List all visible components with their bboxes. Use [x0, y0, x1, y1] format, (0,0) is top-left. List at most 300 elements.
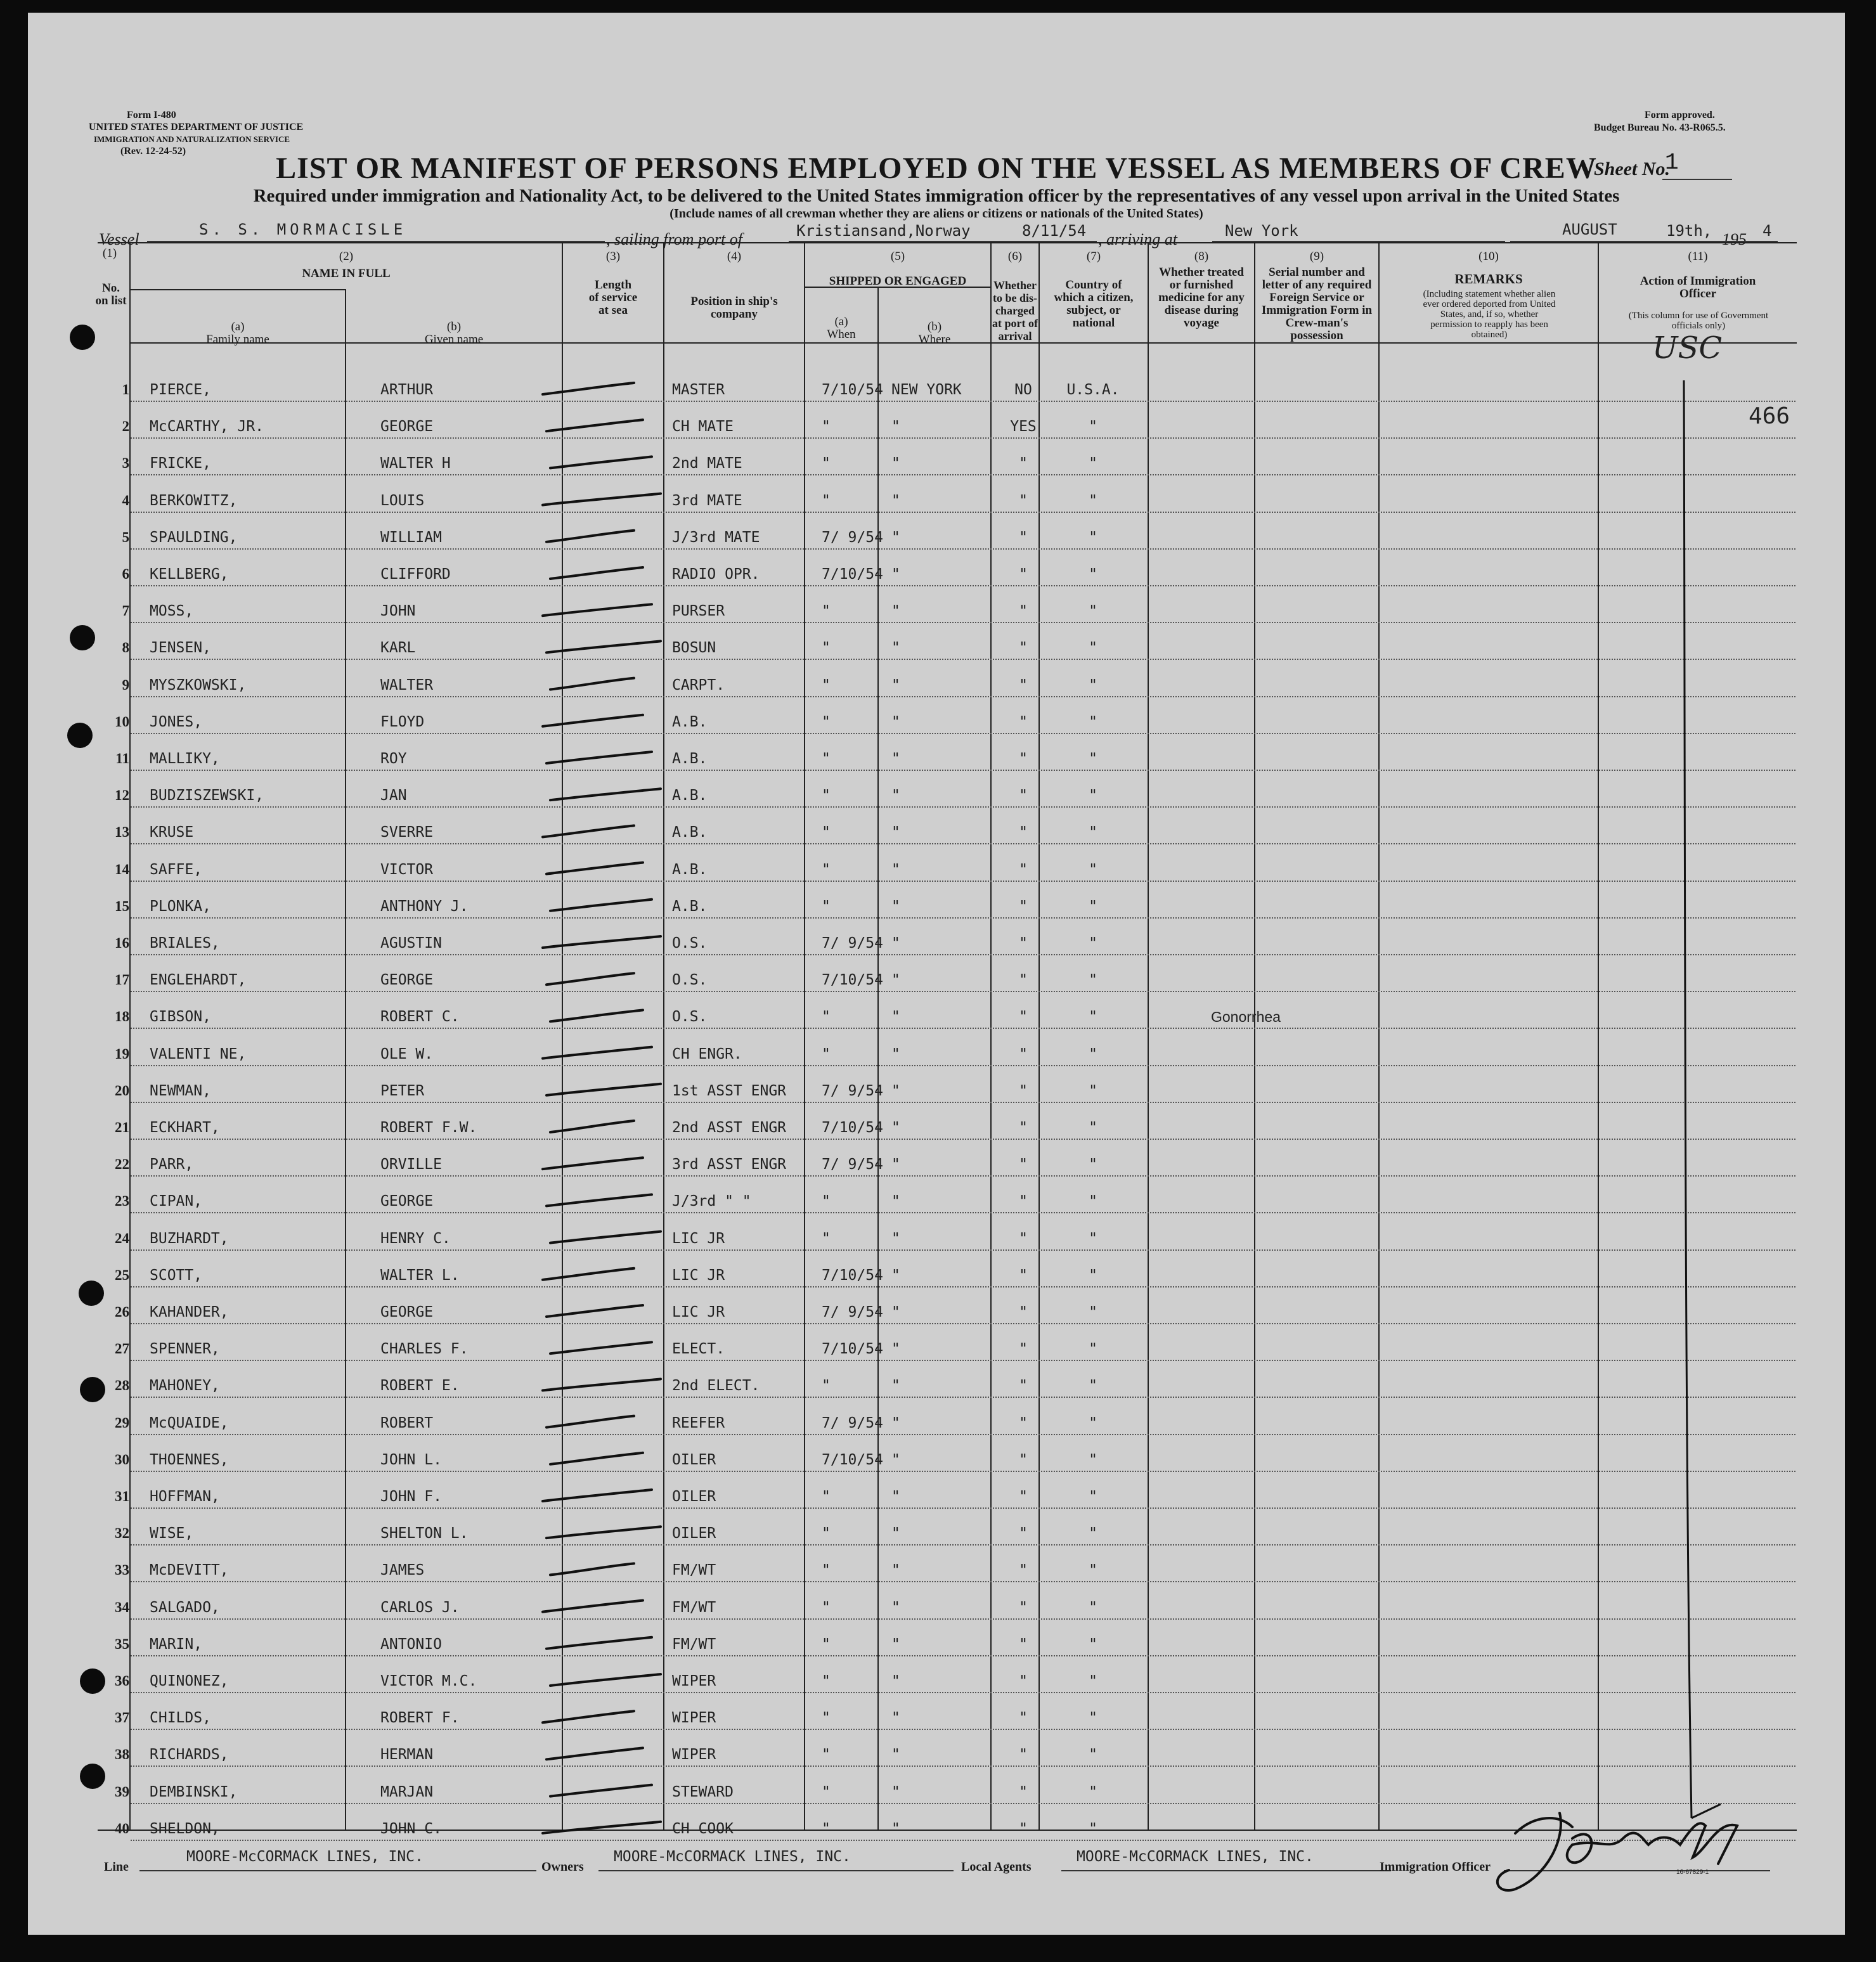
- cell-given: VICTOR: [380, 861, 434, 878]
- col-5b-header: Where: [918, 333, 951, 346]
- service-stroke: [550, 1121, 634, 1132]
- cell-given: FLOYD: [380, 713, 425, 730]
- cell-country: ": [1089, 751, 1097, 767]
- cell-discharged: ": [1019, 1820, 1028, 1837]
- cell-family: PLONKA,: [150, 898, 211, 915]
- cell-when: ": [822, 1045, 831, 1062]
- col-5a-header: When: [827, 328, 856, 341]
- cell-country: ": [1089, 787, 1097, 804]
- cell-given: WALTER L.: [380, 1267, 460, 1284]
- cell-discharged: ": [1019, 1193, 1028, 1210]
- service-stroke: [547, 531, 634, 542]
- row-number: 32: [115, 1525, 129, 1542]
- cell-when: ": [822, 1193, 831, 1210]
- cell-given: JOHN L.: [380, 1451, 442, 1468]
- requirement-statement: Required under immigration and Nationality Act, to be delivered to the United States immigration officer by the representatives of any vessel upon arrival in the United States: [253, 186, 1620, 206]
- service-stroke: [543, 1601, 643, 1612]
- arrival-year-prefix: 195: [1722, 230, 1747, 248]
- cell-when: ": [822, 455, 831, 472]
- cell-discharged: ": [1019, 1120, 1028, 1136]
- cell-discharged: ": [1019, 824, 1028, 841]
- bracket-line: [1684, 380, 1721, 1818]
- cell-family: MARIN,: [150, 1636, 203, 1653]
- service-stroke: [547, 1526, 661, 1538]
- cell-when: ": [822, 1820, 831, 1837]
- row-number: 20: [115, 1082, 129, 1099]
- cell-when: ": [822, 1378, 831, 1395]
- cell-position: 3rd ASST ENGR: [672, 1156, 787, 1173]
- cell-when: ": [822, 1599, 831, 1616]
- cell-discharged: ": [1019, 492, 1028, 509]
- row-number: 26: [115, 1304, 129, 1320]
- col-5-number: (5): [890, 250, 905, 263]
- cell-discharged: NO: [1014, 382, 1032, 398]
- cell-given: WALTER H: [380, 455, 451, 472]
- cell-when: ": [822, 1636, 831, 1653]
- cell-position: ELECT.: [672, 1341, 725, 1358]
- col-4-number: (4): [727, 250, 742, 263]
- cell-family: CHILDS,: [150, 1710, 211, 1727]
- cell-discharged: ": [1019, 1746, 1028, 1764]
- cell-given: JOHN C.: [380, 1820, 442, 1837]
- cell-where: ": [891, 640, 900, 657]
- cell-where: ": [891, 713, 900, 730]
- cell-when: 7/ 9/54: [822, 935, 883, 952]
- cell-discharged: ": [1019, 898, 1028, 915]
- cell-when: ": [822, 640, 831, 657]
- cell-discharged: ": [1019, 603, 1028, 620]
- cell-family: KAHANDER,: [150, 1304, 229, 1320]
- cell-when: ": [822, 1783, 831, 1800]
- cell-position: O.S.: [672, 972, 708, 989]
- col-2a-header: Family name: [206, 333, 269, 346]
- service-stroke: [550, 1563, 634, 1575]
- cell-when: ": [822, 751, 831, 767]
- cell-family: GIBSON,: [150, 1009, 211, 1026]
- cell-position: LIC JR: [672, 1230, 725, 1247]
- cell-discharged: ": [1019, 1378, 1028, 1395]
- col-3-number: (3): [605, 250, 621, 263]
- cell-discharged: ": [1019, 1304, 1028, 1320]
- cell-given: VICTOR M.C.: [380, 1673, 477, 1689]
- punch-hole: [79, 1281, 104, 1306]
- service-stroke: [547, 1416, 634, 1428]
- row-number: 22: [115, 1156, 129, 1173]
- cell-where: ": [891, 1045, 900, 1062]
- departure-date: 8/11/54: [1022, 222, 1087, 240]
- cell-position: J/3rd " ": [672, 1193, 751, 1210]
- cell-country: ": [1089, 1783, 1097, 1800]
- cell-discharged: ": [1019, 1673, 1028, 1689]
- cell-family: BRIALES,: [150, 935, 220, 952]
- cell-where: ": [891, 1267, 900, 1284]
- vessel-label: Vessel: [99, 230, 139, 248]
- col-7-number: (7): [1086, 250, 1101, 263]
- cell-given: JOHN F.: [380, 1488, 442, 1505]
- cell-position: 2nd ASST ENGR: [672, 1120, 787, 1136]
- row-number: 24: [115, 1230, 129, 1246]
- cell-country: ": [1089, 566, 1097, 583]
- cell-position: 2nd MATE: [672, 455, 742, 472]
- col-5-header: SHIPPED OR ENGAGED: [829, 274, 967, 288]
- cell-given: HERMAN: [380, 1746, 434, 1764]
- cell-country: ": [1089, 1488, 1097, 1505]
- cell-country: ": [1089, 455, 1097, 472]
- cell-country: ": [1089, 1820, 1097, 1837]
- arrival-port: New York: [1225, 222, 1298, 240]
- cell-discharged: ": [1019, 455, 1028, 472]
- cell-when: 7/ 9/54: [822, 529, 883, 546]
- service-stroke: [543, 825, 634, 837]
- service-stroke: [550, 678, 634, 690]
- cell-where: ": [891, 787, 900, 804]
- row-number: 2: [122, 418, 129, 435]
- cell-when: ": [822, 787, 831, 804]
- row-number: 35: [115, 1636, 129, 1652]
- cell-discharged: ": [1019, 1488, 1028, 1505]
- col-2-number: (2): [339, 250, 354, 263]
- cell-position: FM/WT: [672, 1636, 716, 1653]
- cell-country: ": [1089, 1451, 1097, 1468]
- row-number: 13: [115, 824, 129, 841]
- sheet-number: 1: [1665, 150, 1679, 176]
- service-length-strokes: [543, 383, 661, 1833]
- service-stroke: [543, 1379, 661, 1390]
- cell-family: RICHARDS,: [150, 1746, 229, 1764]
- cell-country: ": [1089, 603, 1097, 620]
- service-stroke: [543, 715, 643, 726]
- service-stroke: [547, 1084, 661, 1095]
- row-number: 9: [122, 676, 129, 693]
- row-number: 19: [115, 1045, 129, 1062]
- service-stroke: [543, 494, 661, 505]
- cell-country: ": [1089, 1599, 1097, 1616]
- cell-where: ": [891, 1525, 900, 1542]
- cell-country: ": [1089, 1304, 1097, 1320]
- cell-family: KRUSE: [150, 824, 194, 841]
- row-number: 14: [115, 861, 129, 877]
- service-stroke: [547, 973, 634, 984]
- cell-where: ": [891, 676, 900, 694]
- cell-country: ": [1089, 1710, 1097, 1727]
- row-number: 33: [115, 1562, 129, 1578]
- cell-when: ": [822, 1746, 831, 1764]
- cell-family: WISE,: [150, 1525, 194, 1542]
- cell-given: MARJAN: [380, 1783, 434, 1800]
- department-name: UNITED STATES DEPARTMENT OF JUSTICE: [89, 122, 304, 132]
- cell-discharged: ": [1019, 1009, 1028, 1026]
- col-7-header: Country of which a citizen, subject, or national: [1054, 278, 1134, 330]
- form-revision: (Rev. 12-24-52): [120, 146, 186, 157]
- cell-disease: Gonorrhea: [1211, 1009, 1281, 1026]
- cell-given: WALTER: [380, 676, 434, 694]
- row-number: 29: [115, 1414, 129, 1431]
- cell-given: WILLIAM: [380, 529, 442, 546]
- punch-hole: [70, 325, 95, 350]
- sheet-label: Sheet No.: [1594, 158, 1670, 179]
- cell-given: HENRY C.: [380, 1230, 451, 1247]
- row-number: 12: [115, 787, 129, 804]
- cell-given: AGUSTIN: [380, 935, 442, 952]
- row-number: 10: [115, 713, 129, 730]
- cell-given: ANTHONY J.: [380, 898, 469, 915]
- col-8-number: (8): [1194, 250, 1209, 263]
- col-3-header: Length of service at sea: [588, 278, 638, 317]
- cell-when: 7/10/54: [822, 382, 883, 398]
- cell-position: A.B.: [672, 861, 708, 878]
- cell-position: O.S.: [672, 1009, 708, 1026]
- service-stroke: [543, 1711, 634, 1722]
- owners-label: Owners: [541, 1860, 584, 1874]
- cell-where: ": [891, 1304, 900, 1320]
- cell-given: CHARLES F.: [380, 1341, 469, 1358]
- cell-country: ": [1089, 1193, 1097, 1210]
- line-label: Line: [104, 1860, 129, 1874]
- cell-where: ": [891, 1636, 900, 1653]
- cell-discharged: ": [1019, 1562, 1028, 1579]
- cell-family: JENSEN,: [150, 640, 211, 657]
- col-9-header: Serial number and letter of any required Foreign Service or Immigration Form in Crew-man's possession: [1261, 266, 1373, 342]
- cell-position: OILER: [672, 1488, 716, 1505]
- cell-where: ": [891, 566, 900, 583]
- cell-position: LIC JR: [672, 1304, 725, 1320]
- cell-country: ": [1089, 1045, 1097, 1062]
- row-number: 4: [122, 492, 129, 508]
- cell-country: ": [1089, 972, 1097, 989]
- row-number: 30: [115, 1451, 129, 1468]
- cell-family: McCARTHY, JR.: [150, 418, 264, 436]
- cell-where: ": [891, 1341, 900, 1358]
- cell-country: ": [1089, 1636, 1097, 1653]
- cell-given: ROBERT F.W.: [380, 1120, 477, 1136]
- form-approved-text: Form approved.: [1645, 110, 1715, 120]
- cell-given: ANTONIO: [380, 1636, 442, 1653]
- row-number: 40: [115, 1820, 129, 1836]
- cell-country: ": [1089, 713, 1097, 730]
- service-stroke: [550, 567, 643, 579]
- cell-family: SCOTT,: [150, 1267, 203, 1284]
- cell-where: ": [891, 1009, 900, 1026]
- cell-position: PURSER: [672, 603, 725, 620]
- col-2b-header: Given name: [424, 333, 484, 346]
- cell-given: JAN: [380, 787, 407, 804]
- cell-where: ": [891, 1710, 900, 1727]
- page-title: LIST OR MANIFEST OF PERSONS EMPLOYED ON THE VESSEL AS MEMBERS OF CREW: [276, 152, 1597, 185]
- punch-hole: [70, 625, 95, 650]
- cell-position: WIPER: [672, 1710, 716, 1727]
- agents-company: MOORE-McCORMACK LINES, INC.: [1077, 1849, 1314, 1865]
- cell-country: ": [1089, 1378, 1097, 1395]
- cell-where: NEW YORK: [891, 382, 962, 398]
- cell-family: FRICKE,: [150, 455, 211, 472]
- cell-position: OILER: [672, 1525, 716, 1542]
- cell-discharged: ": [1019, 1783, 1028, 1800]
- line-company: MOORE-McCORMACK LINES, INC.: [186, 1849, 424, 1865]
- cell-family: SALGADO,: [150, 1599, 220, 1616]
- cell-position: A.B.: [672, 713, 708, 730]
- cell-given: LOUIS: [380, 492, 425, 509]
- cell-family: MOSS,: [150, 603, 194, 620]
- cell-discharged: ": [1019, 713, 1028, 730]
- cell-position: 2nd ELECT.: [672, 1378, 760, 1395]
- cell-position: LIC JR: [672, 1267, 725, 1284]
- cell-family: HOFFMAN,: [150, 1488, 220, 1505]
- cell-family: MYSZKOWSKI,: [150, 676, 247, 694]
- service-stroke: [543, 383, 634, 394]
- arriving-label: , arriving at: [1098, 230, 1177, 248]
- cell-where: ": [891, 1193, 900, 1210]
- arrival-day: 19th,: [1666, 222, 1712, 240]
- service-stroke: [547, 1194, 652, 1206]
- punch-hole: [80, 1668, 105, 1694]
- page-number-stamp: 466: [1749, 403, 1790, 429]
- cell-when: ": [822, 898, 831, 915]
- row-number: 31: [115, 1488, 129, 1504]
- cell-where: ": [891, 1673, 900, 1689]
- cell-where: ": [891, 1156, 900, 1173]
- col-2b-number: (b): [446, 320, 462, 333]
- row-number: 38: [115, 1746, 129, 1763]
- cell-family: QUINONEZ,: [150, 1673, 229, 1689]
- row-number: 5: [122, 529, 129, 545]
- cell-where: ": [891, 1451, 900, 1468]
- cell-family: MALLIKY,: [150, 751, 220, 767]
- col-2-header: NAME IN FULL: [302, 267, 391, 280]
- punch-hole: [80, 1764, 105, 1789]
- arrival-year-suffix: 4: [1763, 222, 1772, 240]
- service-stroke: [550, 1674, 661, 1686]
- cell-position: A.B.: [672, 787, 708, 804]
- usc-annotation: USC: [1652, 330, 1723, 366]
- cell-discharged: ": [1019, 1045, 1028, 1062]
- sailing-label: , sailing from port of: [606, 230, 743, 248]
- cell-family: SHELDON,: [150, 1820, 220, 1837]
- cell-where: ": [891, 935, 900, 952]
- cell-family: SPAULDING,: [150, 529, 238, 546]
- cell-country: ": [1089, 418, 1097, 436]
- col-1-header: No. on list: [95, 281, 127, 307]
- cell-when: ": [822, 1525, 831, 1542]
- cell-given: GEORGE: [380, 1193, 434, 1210]
- service-stroke: [543, 1158, 643, 1169]
- cell-given: KARL: [380, 640, 416, 657]
- col-10-note: (Including statement whether alien ever ordered deported from United States, and, if so, whether permission to reapply has been obtained): [1423, 289, 1556, 340]
- cell-country: ": [1089, 1082, 1097, 1099]
- service-stroke: [550, 1232, 661, 1243]
- row-number: 11: [115, 751, 129, 766]
- service-stroke: [547, 420, 643, 431]
- row-number: 18: [115, 1009, 129, 1025]
- cell-when: ": [822, 1710, 831, 1727]
- officer-signature: [1496, 1813, 1737, 1890]
- service-stroke: [547, 752, 652, 763]
- cell-where: ": [891, 1599, 900, 1616]
- cell-position: MASTER: [672, 382, 725, 398]
- service-stroke: [550, 1010, 643, 1021]
- cell-given: GEORGE: [380, 1304, 434, 1320]
- cell-when: ": [822, 861, 831, 878]
- cell-discharged: ": [1019, 1267, 1028, 1284]
- service-stroke: [550, 900, 652, 911]
- include-note: (Include names of all crewman whether they are aliens or citizens or nationals of the United States): [670, 207, 1203, 221]
- cell-where: ": [891, 1820, 900, 1837]
- cell-discharged: ": [1019, 1414, 1028, 1431]
- cell-position: J/3rd MATE: [672, 529, 760, 546]
- cell-given: ROBERT E.: [380, 1378, 460, 1395]
- cell-country: ": [1089, 1267, 1097, 1284]
- cell-given: JOHN: [380, 603, 416, 620]
- cell-position: FM/WT: [672, 1599, 716, 1616]
- cell-country: ": [1089, 1341, 1097, 1358]
- row-number: 21: [115, 1120, 129, 1135]
- cell-position: A.B.: [672, 751, 708, 767]
- cell-position: CARPT.: [672, 676, 725, 694]
- cell-family: McQUAIDE,: [150, 1414, 229, 1431]
- cell-where: ": [891, 1230, 900, 1247]
- col-4-header: Position in ship's company: [690, 295, 778, 321]
- cell-family: ENGLEHARDT,: [150, 972, 247, 989]
- cell-country: ": [1089, 898, 1097, 915]
- immigration-officer-label: Immigration Officer: [1380, 1860, 1491, 1874]
- service-stroke: [550, 1342, 652, 1353]
- service-stroke: [547, 641, 661, 652]
- form-number: Form I-480: [127, 110, 176, 120]
- cell-when: ": [822, 418, 831, 436]
- cell-country: ": [1089, 1156, 1097, 1173]
- cell-given: ROBERT: [380, 1414, 434, 1431]
- vessel-name: S. S. MORMACISLE: [199, 221, 407, 238]
- row-number: 8: [122, 640, 129, 656]
- cell-country: ": [1089, 861, 1097, 878]
- cell-position: CH COOK: [672, 1820, 734, 1837]
- cell-family: McDEVITT,: [150, 1562, 229, 1579]
- cell-country: ": [1089, 529, 1097, 546]
- row-number: 37: [115, 1710, 129, 1726]
- row-number: 25: [115, 1267, 129, 1283]
- cell-family: KELLBERG,: [150, 566, 229, 583]
- cell-position: OILER: [672, 1451, 716, 1468]
- agents-label: Local Agents: [961, 1860, 1032, 1874]
- row-number: 1: [122, 382, 129, 397]
- cell-when: ": [822, 603, 831, 620]
- cell-when: 7/10/54: [822, 566, 883, 583]
- cell-discharged: ": [1019, 1230, 1028, 1247]
- cell-discharged: YES: [1010, 418, 1037, 436]
- cell-when: ": [822, 492, 831, 509]
- cell-family: ECKHART,: [150, 1120, 220, 1136]
- cell-position: A.B.: [672, 824, 708, 841]
- cell-given: ORVILLE: [380, 1156, 442, 1173]
- cell-when: ": [822, 1009, 831, 1026]
- cell-where: ": [891, 861, 900, 878]
- cell-when: 7/ 9/54: [822, 1082, 883, 1099]
- cell-discharged: ": [1019, 1599, 1028, 1616]
- cell-family: CIPAN,: [150, 1193, 203, 1210]
- service-stroke: [550, 1785, 652, 1797]
- cell-discharged: ": [1019, 787, 1028, 804]
- service-stroke: [543, 1047, 652, 1059]
- cell-where: ": [891, 1783, 900, 1800]
- cell-discharged: ": [1019, 676, 1028, 694]
- cell-family: VALENTI NE,: [150, 1045, 247, 1062]
- cell-where: ": [891, 1120, 900, 1136]
- cell-when: 7/10/54: [822, 1267, 883, 1284]
- col-5b-number: (b): [927, 320, 942, 333]
- budget-bureau-number: Budget Bureau No. 43-R065.5.: [1594, 122, 1726, 133]
- cell-discharged: ": [1019, 1082, 1028, 1099]
- cell-given: SVERRE: [380, 824, 434, 841]
- cell-when: 7/ 9/54: [822, 1414, 883, 1431]
